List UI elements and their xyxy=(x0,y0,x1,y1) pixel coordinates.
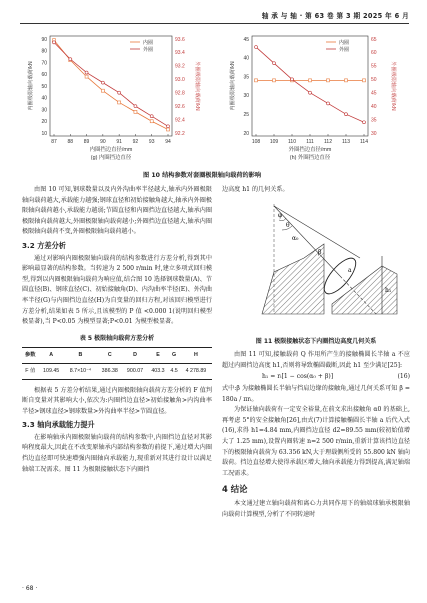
data-point xyxy=(309,79,312,82)
equation-formula: h₁ = rᵢ[1 − cos(α₀ + β)] xyxy=(262,373,334,381)
data-point xyxy=(101,81,104,84)
x-tick-label: 91 xyxy=(116,139,122,145)
x-axis-title: 内圈挡边直径/mm xyxy=(89,147,133,153)
data-point xyxy=(345,79,348,82)
table-cell: 403.3 xyxy=(148,363,169,379)
y-right-tick-label: 30 xyxy=(371,130,377,137)
table-header-cell: B xyxy=(64,348,97,364)
y-right-tick-label: 45 xyxy=(371,90,377,97)
data-point xyxy=(134,110,137,113)
x-axis-title: 外圈挡边直径/mm xyxy=(288,147,332,153)
y-right-tick-label: 92.2 xyxy=(175,130,185,137)
y-left-tick-label: 90 xyxy=(41,36,47,43)
table-cell: 8.7×10⁻⁴ xyxy=(64,363,97,379)
y-right-tick-label: 93.4 xyxy=(175,50,185,57)
x-tick-label: 89 xyxy=(83,139,90,145)
x-tick-label: 93 xyxy=(148,139,155,145)
data-point xyxy=(273,79,276,82)
equation-16 xyxy=(222,372,410,383)
running-header xyxy=(20,9,409,24)
y-right-tick-label: 50 xyxy=(371,77,377,84)
label-h1: h₁ xyxy=(385,286,392,294)
series-line-外圈 xyxy=(256,47,364,122)
chart-subcaption: (h) 外圈挡边直径 xyxy=(289,155,331,161)
y-right-tick-label: 93.0 xyxy=(175,77,185,84)
label-beta: β xyxy=(318,248,322,256)
y-right-tick-label: 92.4 xyxy=(175,117,185,124)
paragraph: 为保证轴向载荷有一定安全裕量,在前文求出接触角 α0 的基础上,再考虑 5°的安全接触角[26],由式(7)计算接触椭圆长半轴 a 后代入式(16),求得 h1=4.84 mm,内圈挡边直径 d2=89.55 mm(较初始值增大了 1.25 mm),设置内圈转速 n=2 500 r/min,重新计算该挡边直径下的极限轴向载荷为 63.356 kN,大于理载侧所受的 55.800 kN 轴向载荷。挡边直径增大使得承载区增大,轴向承载能力得到提高,满足轴端工况需求。 xyxy=(222,406,410,477)
data-point xyxy=(291,78,294,81)
data-point xyxy=(118,91,121,94)
x-tick-label: 112 xyxy=(324,139,332,145)
figure-11-diagram xyxy=(222,196,410,331)
section-3-2-heading: 3.2 方差分析 xyxy=(22,240,66,250)
data-point xyxy=(255,79,258,82)
y-left-tick-label: 40 xyxy=(41,95,47,102)
inner-ring-section xyxy=(262,244,324,314)
y-left-tick-label: 20 xyxy=(243,130,249,137)
y-right-tick-label: 55 xyxy=(371,63,377,70)
table-5 xyxy=(22,347,212,379)
data-point xyxy=(363,79,366,82)
paragraph: 由图 10 可知,钢球数量以及内外沟曲率半径越大,轴承内外圈极限轴向载荷越大,承载能力越强;钢球直径和初始接触角越大,轴承内外圈极限轴向载荷越小,承载能力越弱;节圆直径和内圈挡边直径越大,轴承内圈极限轴向载荷越大,外圈极限轴向载荷越小;外圈挡边直径越大,轴承内圈极限轴向载荷不变,外圈极限轴向载荷越小。 xyxy=(22,186,212,236)
y-left-axis-title: 内圈极限轴向载荷/kN xyxy=(230,61,236,111)
label-theta: θ xyxy=(286,221,290,229)
y-left-tick-label: 30 xyxy=(243,93,249,100)
figure-10 xyxy=(22,30,412,165)
data-point xyxy=(167,125,170,128)
table-header-cell: D xyxy=(122,348,147,364)
data-point xyxy=(345,113,348,116)
table-cell: 109.45 xyxy=(39,363,64,379)
table-header-cell: C xyxy=(97,348,122,364)
table-header-row xyxy=(22,348,212,364)
data-point xyxy=(53,41,56,44)
legend-label: 内圈 xyxy=(339,40,350,46)
paragraph: 式中:β 为接触椭圆长半轴与挡肩边缘的接触角,通过几何关系可知 β = 180a / πrᵢ。 xyxy=(222,384,410,403)
data-point xyxy=(167,128,170,131)
table-cell: 4.5 xyxy=(168,363,179,379)
data-point xyxy=(309,91,312,94)
y-left-axis-title: 内圈极限轴向载荷/kN xyxy=(28,61,34,111)
y-left-tick-label: 35 xyxy=(243,74,249,81)
x-tick-label: 88 xyxy=(67,139,74,145)
equation-number: (16) xyxy=(397,373,410,381)
plot-frame xyxy=(252,36,368,136)
table-cell: 386.38 xyxy=(97,363,122,379)
left-column xyxy=(22,185,212,475)
x-tick-label: 111 xyxy=(306,139,314,145)
table-header-cell: H xyxy=(180,348,212,364)
right-column xyxy=(222,185,410,520)
figure-10-caption: 图 10 结构参数对套圈极限轴向载荷的影响 xyxy=(143,172,262,179)
x-tick-label: 92 xyxy=(132,139,139,145)
x-tick-label: 110 xyxy=(288,139,296,145)
legend-label: 外圈 xyxy=(143,47,154,53)
x-tick-label: 113 xyxy=(342,139,350,145)
section-4-heading: 4 结论 xyxy=(222,484,248,495)
y-left-tick-label: 10 xyxy=(41,130,47,137)
data-point xyxy=(85,71,88,74)
data-point xyxy=(101,89,104,92)
data-point xyxy=(69,58,72,61)
paragraph: 在影响轴承内圈极限轴向载荷的结构参数中,内圈挡边直径对其影响程度最大,因此在不改变原轴承内部结构参数的前提下,通过增大内圈挡边直径即可快速增强内圈轴向承载能力,现重新对其进行设计以满足轴端工况需求。图 11 为极限接触状态下内圈挡 xyxy=(22,433,212,473)
table-header-cell: E xyxy=(148,348,169,364)
table-5-caption: 表 5 极限轴向载荷方差分析 xyxy=(79,334,155,342)
y-left-tick-label: 40 xyxy=(243,55,249,62)
paragraph: 由图 11 可知,接触载荷 Q 作用所产生的接触椭圆长半轴 a 不应超过内圈挡边高度 h1,否则将导致椭圆截断,因此 h1 至少满足[25]: xyxy=(222,351,410,369)
y-right-axis-title: 外圈极限轴向载荷/kN xyxy=(194,61,200,111)
label-alpha0: α₀ xyxy=(292,234,299,242)
y-right-tick-label: 93.6 xyxy=(175,36,185,43)
figure-11-caption: 图 11 极限接触状态下内圈挡边高度几何关系 xyxy=(255,337,377,345)
table-cell: F 值 xyxy=(22,363,39,379)
y-left-tick-label: 45 xyxy=(243,36,249,43)
plot-frame xyxy=(50,36,172,136)
y-right-axis-title: 外圈极限轴向载荷/kN xyxy=(390,61,396,111)
table-header-cell: 参数 xyxy=(22,348,39,364)
paragraph: 边高度 h1 的几何关系。 xyxy=(222,186,289,193)
table-row xyxy=(22,363,212,379)
header-text: 轴 承 与 轴 · 第 63 卷 第 3 期 2025 年 6 月 xyxy=(261,12,409,20)
y-left-tick-label: 20 xyxy=(41,119,47,126)
y-left-tick-label: 60 xyxy=(41,72,47,79)
data-point xyxy=(118,101,121,104)
y-left-tick-label: 70 xyxy=(41,60,47,67)
data-point xyxy=(255,46,258,49)
figure-11 xyxy=(222,196,410,331)
x-tick-label: 87 xyxy=(51,139,57,145)
y-left-tick-label: 30 xyxy=(41,107,47,114)
x-tick-label: 114 xyxy=(360,139,368,145)
data-point xyxy=(150,120,153,123)
y-left-tick-label: 80 xyxy=(41,48,47,55)
data-point xyxy=(363,121,366,124)
table-header-cell: G xyxy=(168,348,179,364)
data-point xyxy=(85,75,88,78)
section-3-3-heading: 3.3 轴向承载能力提升 xyxy=(22,420,95,430)
y-right-tick-label: 93.2 xyxy=(175,63,185,70)
table-cell: 900.07 xyxy=(122,363,147,379)
data-point xyxy=(327,102,330,105)
y-right-tick-label: 35 xyxy=(371,117,377,124)
table-cell: 4 278.89 xyxy=(180,363,212,379)
data-point xyxy=(150,115,153,118)
y-right-tick-label: 92.6 xyxy=(175,103,185,110)
chart-subcaption: (g) 内圈挡边直径 xyxy=(90,155,132,161)
table-header-cell: A xyxy=(39,348,64,364)
y-left-tick-label: 50 xyxy=(41,83,47,90)
x-tick-label: 109 xyxy=(269,139,279,145)
x-tick-label: 90 xyxy=(100,139,106,145)
paragraph: 本文通过建立轴向载荷和离心力共同作用下的轴端球轴承极限轴向载荷计算模型,分析了不同转速时 xyxy=(222,499,410,518)
y-right-tick-label: 40 xyxy=(371,103,377,110)
paragraph: 根据表 5 方差分析结果,通过内圈极限轴向载荷方差分析的 F 值判断自变量对其影响大小,依次为:内圈挡边直径>初始接触角>内沟曲率半径>钢球直径>钢球数量>外沟曲率半径>节圆直径。 xyxy=(22,386,212,415)
paragraph: 通过对影响内圈极限轴向载荷的结构参数进行方差分析,得到其中影响最显著的结构参数。当转速为 2 500 r/min 时,建立多项式回归模型,得到以内圈极限轴向载荷为响应值,结合图 10 选择钢球数量(A)、节圆直径(B)、钢球直径(C)、初始接触角(D)、内沟曲率半径(E)、外沟曲率半径(G)与内圈挡边直径(H)为自变量的回归方程,对该回归模型进行方差分析,结果如表 5 所示,且该模型的 P 值 <0.000 1(说明回归模型极显著),当 P<0.05 为模型显著;P<0.01 为模型极显著。 xyxy=(22,254,212,326)
y-left-tick-label: 25 xyxy=(243,112,249,118)
x-tick-label: 108 xyxy=(251,139,261,145)
y-right-tick-label: 60 xyxy=(371,50,377,57)
label-a: a xyxy=(348,266,352,274)
data-point xyxy=(273,62,276,65)
y-right-tick-label: 92.8 xyxy=(175,90,185,97)
legend-label: 外圈 xyxy=(339,47,350,53)
y-right-tick-label: 65 xyxy=(371,36,377,43)
figure-10-charts xyxy=(22,30,412,165)
data-point xyxy=(327,79,330,82)
data-point xyxy=(134,105,137,108)
legend-label: 内圈 xyxy=(143,40,154,46)
series-line-外圈 xyxy=(54,42,168,126)
x-tick-label: 94 xyxy=(165,139,171,145)
page-number: · 68 · xyxy=(22,585,38,592)
label-phi: φ xyxy=(278,211,283,219)
